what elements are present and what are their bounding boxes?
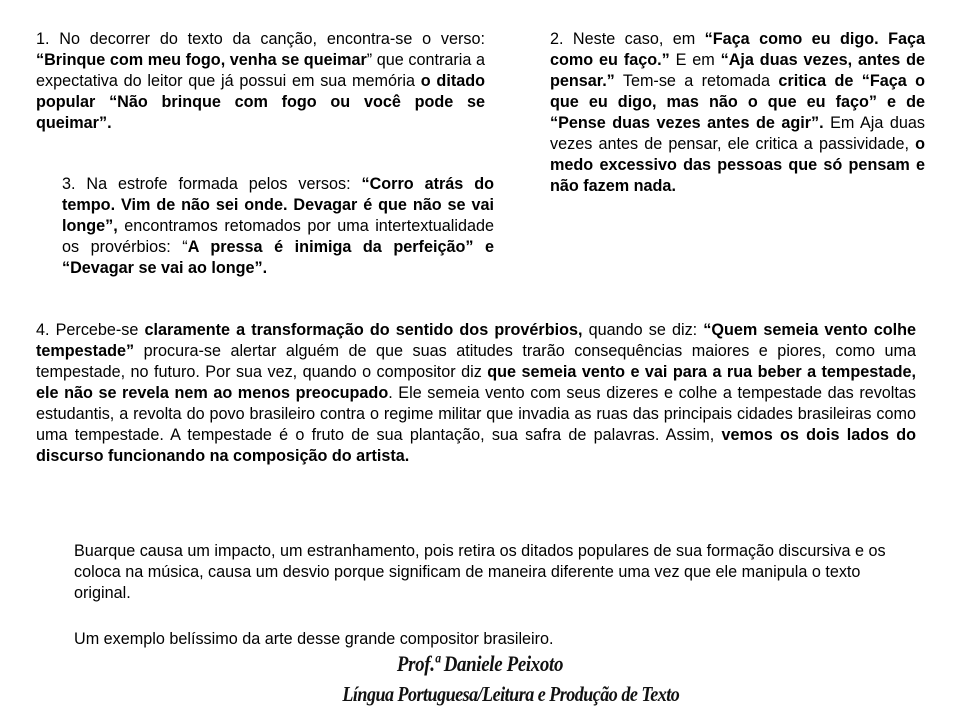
closing-paragraph: Buarque causa um impacto, um estranhamento, pois retira os ditados populares de sua formação discursiva e os coloca na música, causa um desvio porque significam de maneira diferente uma vez que ele manipula o texto original. [74,542,886,602]
text-run-bold: “Quem semeia vento colhe tempestade” [36,321,916,360]
text-run: E em [669,51,721,69]
text-run: encontramos retomados por uma intertextualidade os provérbios: “ [62,217,494,256]
answer-block-4 [36,320,916,467]
text-run-bold: “Faça como eu digo. Faça como eu faço.” [550,30,925,69]
closing-sentence: Um exemplo belíssimo da arte desse grande compositor brasileiro. [74,630,554,648]
text-run-bold: A pressa é inimiga da perfeição” e “Devagar se vai ao longe”. [62,238,495,277]
text-run: Em Aja duas vezes antes de pensar, ele critica a passividade, [550,114,925,153]
text-run-bold: o medo excessivo das pessoas que só pensam e não fazem nada. [550,135,925,195]
text-run-bold: que semeia vento e vai para a rua beber a tempestade, ele não se revela nem ao menos preocupado [36,363,916,402]
text-run: 4. Percebe-se [36,321,145,339]
text-run: Tem-se a retomada [614,72,779,90]
text-run-bold: “Brinque com meu fogo, venha se queimar [36,51,367,69]
text-run: 3. Na estrofe formada pelos versos: [62,175,362,193]
text-run-bold: “Aja duas vezes, antes de pensar.” [550,51,926,90]
text-run: 1. No decorrer do texto da canção, encontra-se o verso: [36,30,485,48]
answer-block-3 [62,174,494,279]
answer-block-2 [550,29,925,197]
text-run-bold: critica de “Faça o que eu digo, mas não o que eu faço” e de “Pense duas vezes antes de agir”. [550,72,925,132]
text-run-bold: vemos os dois lados do discurso funcionando na composição do artista. [36,426,916,465]
text-run: procura-se alertar alguém de que suas atitudes trarão consequências maiores e piores, como uma tempestade, no futuro. Por sua vez, quando o compositor diz [36,342,916,381]
text-run-bold: “Corro atrás do tempo. Vim de não sei onde. Devagar é que não se vai longe”, [62,175,494,235]
signature-name: Prof.ª Daniele Peixoto [396,651,564,676]
text-run: quando se diz: [582,321,704,339]
text-run-bold: claramente a transformação do sentido dos provérbios, [144,321,583,339]
text-run: 2. Neste caso, em [550,30,705,48]
text-run: . Ele semeia vento com seus dizeres e colhe a tempestade das revoltas estudantis, a revolta do povo brasileiro contra o regime militar que invadia as ruas das principais cidades brasileiras como uma tempestade. A tempestade é o fruto de sua plantação, sua safra de palavras. Assim, [36,384,916,444]
text-run: ” que contraria a expectativa do leitor que já possui em sua memória [36,51,485,90]
text-run-bold: o ditado popular “Não brinque com fogo ou você pode se queimar”. [36,72,485,132]
answer-block-1 [36,29,485,134]
signature-subject: Língua Portuguesa/Leitura e Produção de Texto [342,682,680,706]
